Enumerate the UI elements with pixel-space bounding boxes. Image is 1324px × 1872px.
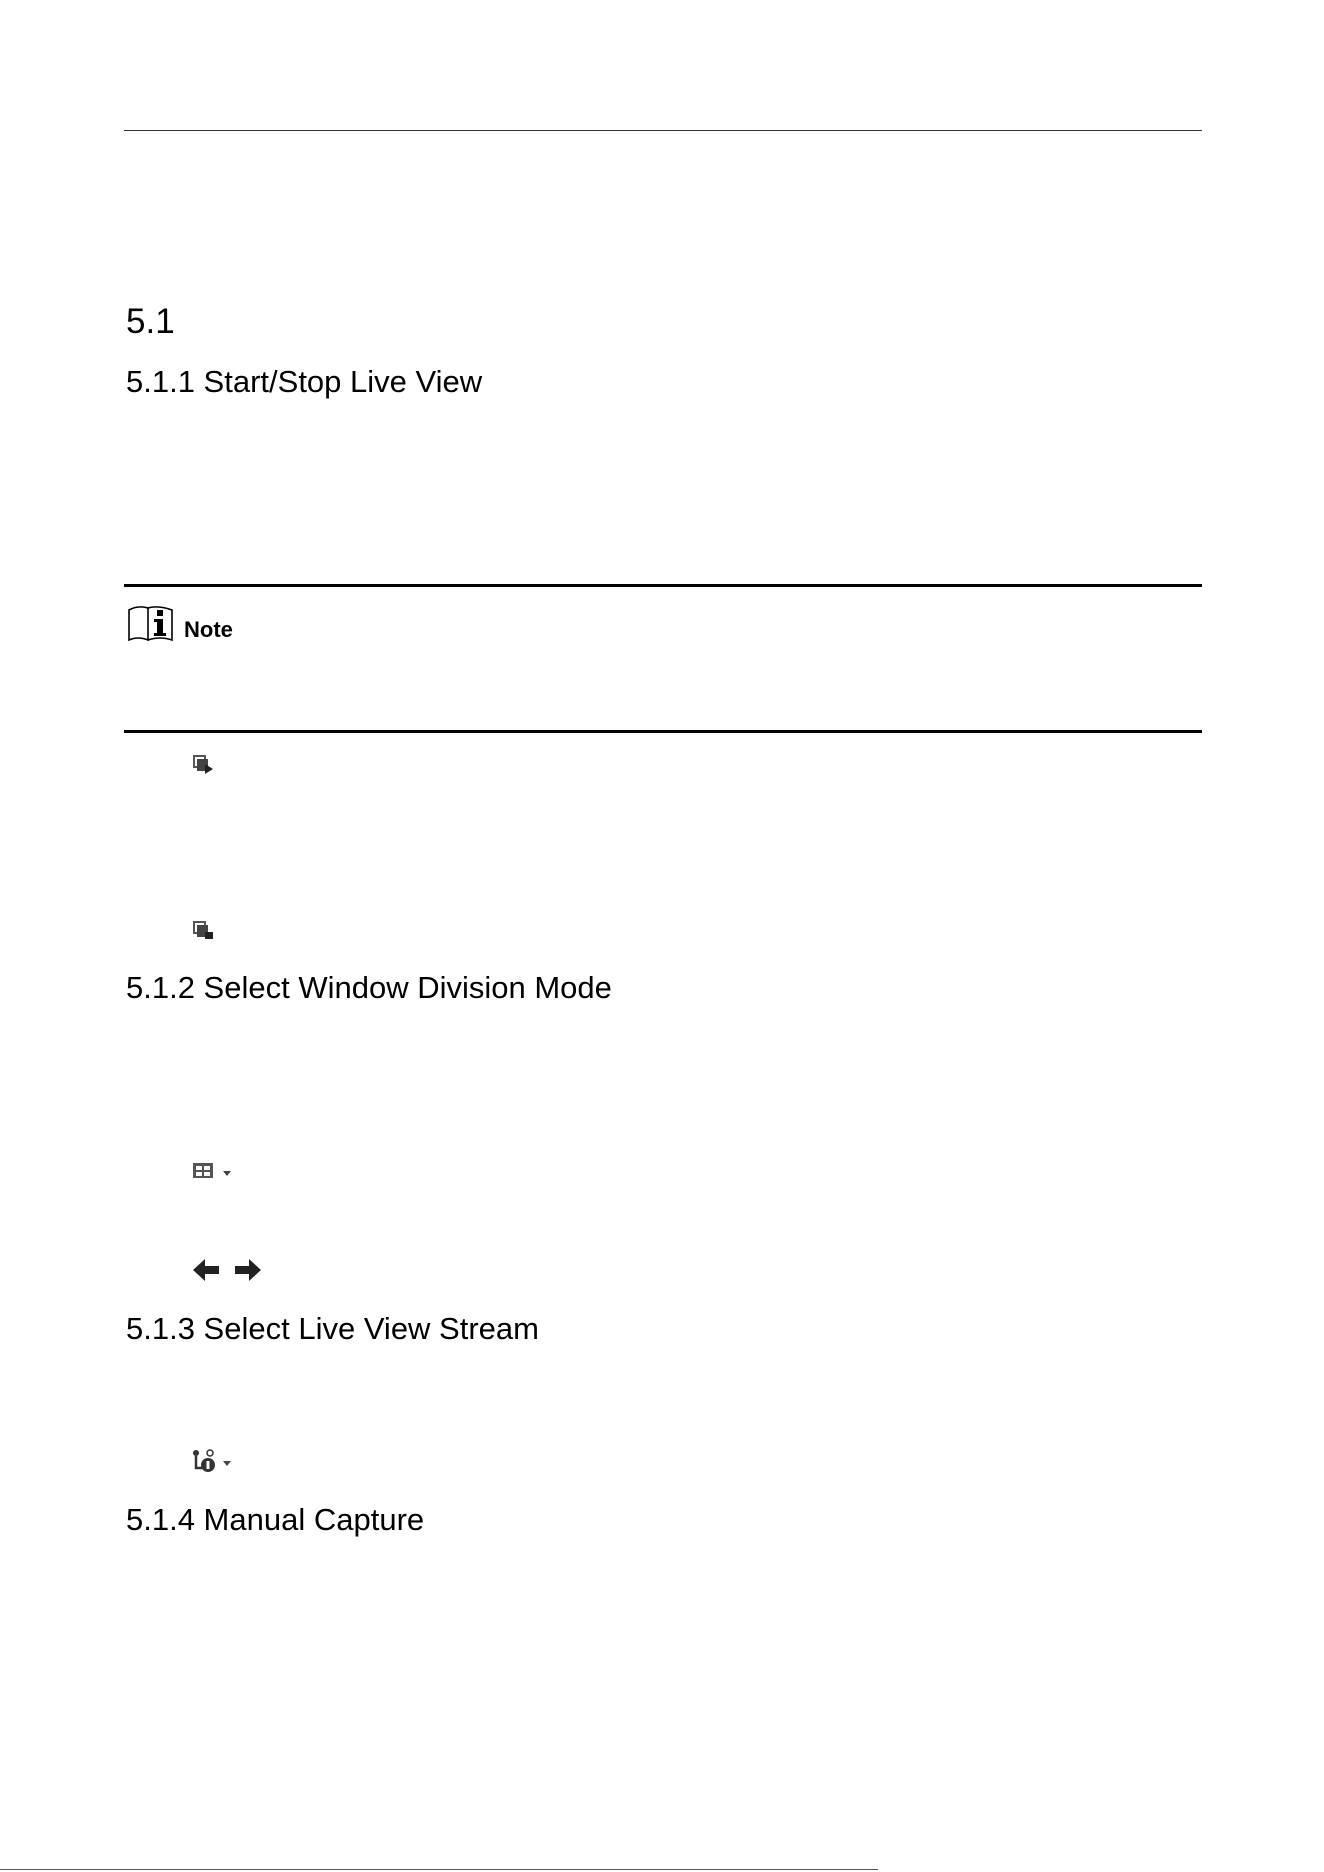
note-block (126, 602, 233, 642)
note-rule-top (124, 584, 1202, 587)
window-division-icon (192, 1160, 240, 1182)
start-all-live-view-icon (192, 754, 216, 776)
stream-type-icon (192, 1448, 240, 1474)
previous-next-arrows-icon (191, 1256, 263, 1284)
book-info-icon (126, 602, 180, 642)
footer-rule (0, 1869, 878, 1870)
note-label: Note (184, 617, 233, 642)
subsection-manual-capture: 5.1.4 Manual Capture (126, 1502, 425, 1537)
subsection-live-view-stream: 5.1.3 Select Live View Stream (126, 1311, 539, 1346)
note-rule-bottom (124, 730, 1202, 733)
header-rule (124, 130, 1202, 131)
section-heading: 5.1 (126, 302, 175, 341)
stop-all-live-view-icon (192, 920, 216, 942)
subsection-window-division-mode: 5.1.2 Select Window Division Mode (126, 970, 612, 1005)
subsection-start-stop-live-view: 5.1.1 Start/Stop Live View (126, 364, 483, 399)
